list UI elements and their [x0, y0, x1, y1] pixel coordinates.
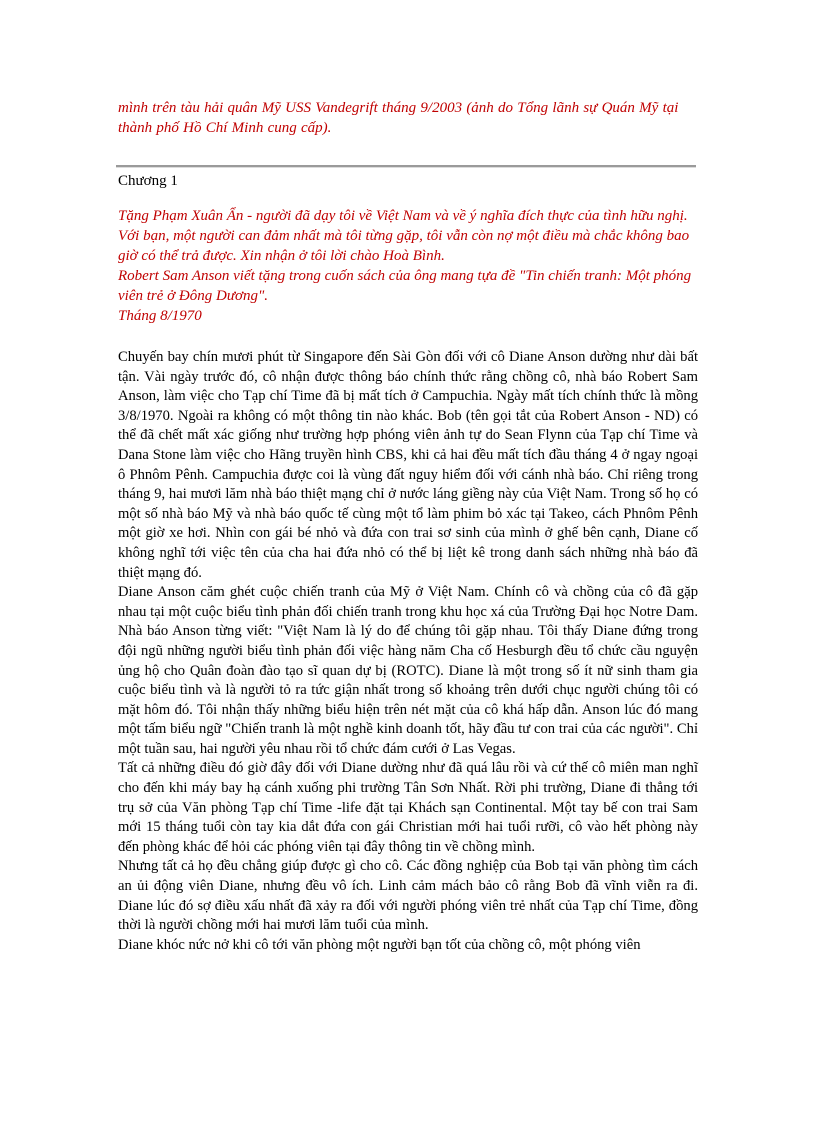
dedication-attribution: Robert Sam Anson viết tặng trong cuốn sách của ông mang tựa đề "Tin chiến tranh: Một phóng viên trẻ ở Đông Dương".: [118, 268, 692, 304]
chapter-body: [118, 348, 698, 955]
page-content: [118, 98, 698, 955]
paragraph: Diane Anson căm ghét cuộc chiến tranh của Mỹ ở Việt Nam. Chính cô và chồng của cô đã gặp nhau tại một cuộc biểu tình phản đối chiến tranh trong khu học xá của Trường Đại học Notre Dam. Nhà báo Anson từng viết: "Việt Nam là lý do để chúng tôi gặp nhau. Tôi thấy Diane đứng trong đội ngũ những người biểu tình phản đối việc hàng năm Cha cố Hesburgh đều tổ chức cầu nguyện ủng hộ cho Quân đoàn đào tạo sĩ quan dự bị (ROTC). Diane là một trong số ít nữ sinh tham gia cuộc biểu tình và là người tỏ ra tức giận nhất trong số khoảng trên dưới chục người chúng tôi có mặt hôm đó. Tôi nhận thấy những biểu hiện trên nét mặt của cô khá hấp dẫn. Anson lúc đó mang một tấm biểu ngữ "Chiến tranh là một nghề kinh doanh tốt, hãy đầu tư con trai của các người". Chỉ một tuần sau, hai người yêu nhau rồi tổ chức đám cưới ở Las Vegas.: [118, 584, 698, 757]
dedication-text: Tặng Phạm Xuân Ẩn - người đã dạy tôi về Việt Nam và về ý nghĩa đích thực của tình hữu nghị. Với bạn, một người can đảm nhất mà tôi từng gặp, tôi vẫn còn nợ một điều mà chắc không bao giờ có thể trả được. Xin nhận ở tôi lời chào Hoà Bình.: [118, 208, 690, 264]
paragraph: Nhưng tất cả họ đều chẳng giúp được gì cho cô. Các đồng nghiệp của Bob tại văn phòng tìm cách an ủi động viên Diane, nhưng đều vô ích. Linh cảm mách bảo cô rằng Bob đã vĩnh viễn ra đi. Diane lúc đó sợ điều xấu nhất đã xảy ra đối với người phóng viên trẻ nhất của Tạp chí Time, đồng thời là người chồng mới hai mươi lăm tuổi của mình.: [118, 858, 698, 934]
dedication-date: Tháng 8/1970: [118, 308, 202, 324]
paragraph: Tất cả những điều đó giờ đây đối với Diane dường như đã quá lâu rồi và cứ thế cô miên man nghĩ cho đến khi máy bay hạ cánh xuống phi trường Tân Sơn Nhất. Rời phi trường, Diane đi thẳng tới trụ sở của Văn phòng Tạp chí Time -life đặt tại Khách sạn Continental. Một tay bế con trai Sam mới 15 tháng tuổi còn tay kia dắt đứa con gái Christian mới hai tuổi rưỡi, cô vào hết phòng này đến phòng khác để hỏi các phóng viên tại đây thông tin về chồng mình.: [118, 760, 698, 855]
paragraph: Diane khóc nức nở khi cô tới văn phòng một người bạn tốt của chồng cô, một phóng viên: [118, 936, 641, 953]
photo-caption: mình trên tàu hải quân Mỹ USS Vandegrift tháng 9/2003 (ảnh do Tổng lãnh sự Quán Mỹ tại thành phố Hồ Chí Minh cung cấp).: [118, 100, 679, 136]
section-divider: [116, 165, 696, 168]
dedication: [118, 206, 698, 326]
paragraph: Chuyến bay chín mươi phút từ Singapore đến Sài Gòn đối với cô Diane Anson dường như dài bất tận. Vài ngày trước đó, cô nhận được thông báo chính thức rằng chồng cô, nhà báo Robert Sam Anson, làm việc cho Tạp chí Time đã bị mất tích ở Campuchia. Ngày mất tích chính thức là mồng 3/8/1970. Ngoài ra không có một thông tin nào khác. Bob (tên gọi tắt của Robert Anson - ND) có thể đã chết mất xác giống như trường hợp phóng viên ảnh tự do Sean Flynn của Tạp chí Time và Dana Stone làm việc cho Hãng truyền hình CBS, khi cả hai đều mất tích đầu tháng 4 ở ngay ngoại ô Phnôm Pênh. Campuchia được coi là vùng đất nguy hiểm đối với cánh nhà báo. Chỉ riêng trong tháng 9, hai mươi lăm nhà báo thiệt mạng chỉ ở nước láng giềng này của Việt Nam. Trong số họ có một số nhà báo Mỹ và nhà báo quốc tế cùng một tổ làm phim bỏ xác tại Takeo, cách Phnôm Pênh một giờ xe hơi. Nhìn con gái bé nhỏ và đứa con trai sơ sinh của mình ở ghế bên cạnh, Diane cố không nghĩ tới việc tên của cha hai đứa nhỏ có thể bị liệt kê trong danh sách những nhà báo đã thiệt mạng đó.: [118, 349, 698, 581]
chapter-title: Chương 1: [118, 173, 178, 189]
